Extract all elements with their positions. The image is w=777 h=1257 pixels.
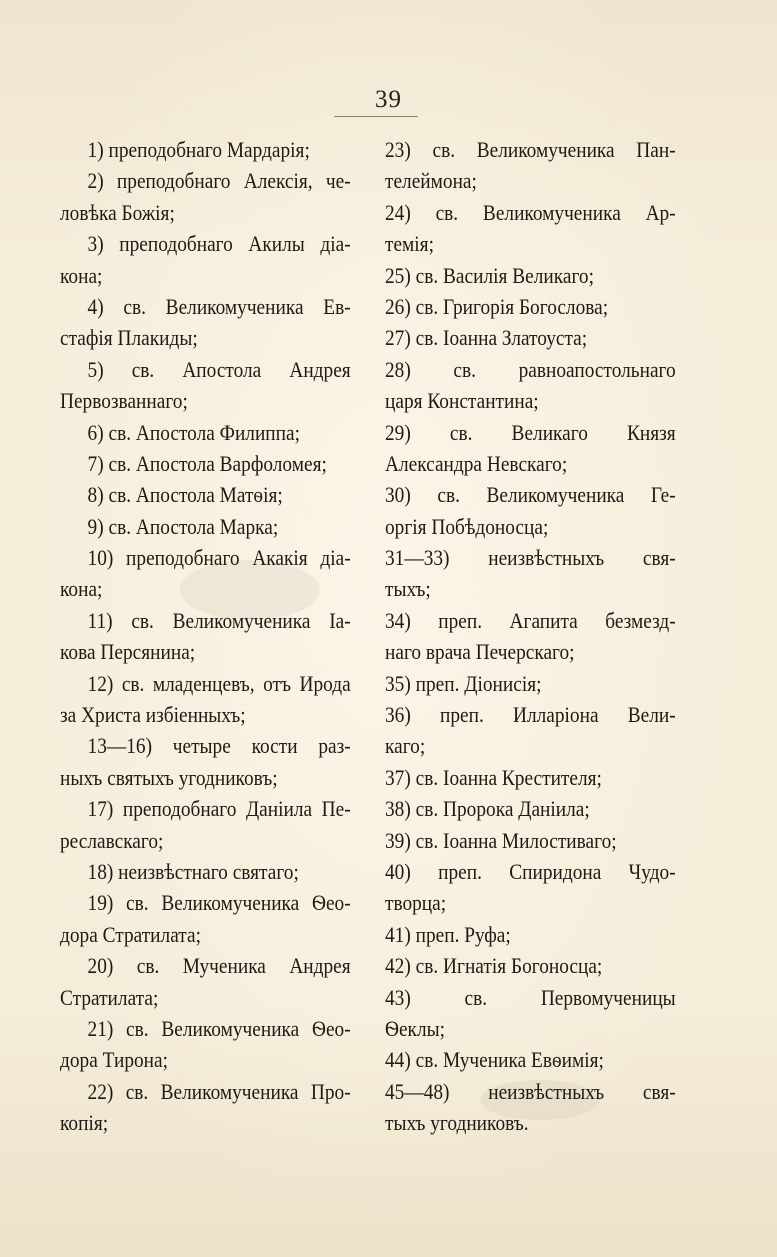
- text-line: тыхъ;: [385, 576, 431, 602]
- text-line: 39) св. Іоанна Милостиваго;: [385, 827, 617, 853]
- text-line: 17) преподобнаго Даніила Пе-: [87, 796, 351, 822]
- text-line: 22) св. Великомученика Про-: [87, 1078, 351, 1104]
- text-line: 30) св. Великомученика Ге-: [385, 482, 676, 508]
- text-line: 31—33) неизвѣстныхъ свя-: [385, 545, 676, 571]
- text-line: наго врача Печерскаго;: [385, 639, 575, 665]
- text-line: 2) преподобнаго Алексія, че-: [87, 168, 351, 194]
- text-line: 27) св. Іоанна Златоуста;: [385, 325, 588, 351]
- text-line: 10) преподобнаго Акакія діа-: [87, 545, 351, 571]
- text-line: Ѳеклы;: [385, 1015, 445, 1041]
- text-line: 13—16) четыре кости раз-: [87, 733, 351, 759]
- text-line: копія;: [60, 1110, 109, 1136]
- text-line: 4) св. Великомученика Ев-: [87, 293, 351, 319]
- text-line: 45—48) неизвѣстныхъ свя-: [385, 1078, 676, 1104]
- text-line: творца;: [385, 890, 447, 916]
- text-line: 21) св. Великомученика Ѳео-: [87, 1015, 351, 1041]
- text-line: 24) св. Великомученика Ар-: [385, 199, 676, 225]
- text-line: дора Тирона;: [60, 1047, 168, 1073]
- text-line: 1) преподобнаго Мардарія;: [87, 137, 310, 162]
- text-line: реславскаго;: [60, 827, 164, 853]
- text-line: 18) неизвѣстнаго святаго;: [87, 858, 299, 884]
- text-line: Стратилата;: [60, 984, 159, 1010]
- text-line: 41) преп. Руфа;: [385, 921, 511, 947]
- text-line: 26) св. Григорія Богослова;: [385, 293, 609, 319]
- text-line: 9) св. Апостола Марка;: [87, 513, 279, 539]
- text-line: каго;: [385, 733, 426, 759]
- text-line: за Христа избіенныхъ;: [60, 702, 246, 728]
- text-line: 44) св. Мученика Евѳимія;: [385, 1047, 604, 1073]
- text-line: стафія Плакиды;: [60, 325, 198, 351]
- text-line: 6) св. Апостола Филиппа;: [87, 419, 300, 445]
- text-line: Первозваннаго;: [60, 388, 188, 414]
- text-line: 29) св. Великаго Князя: [385, 419, 676, 445]
- text-line: ловѣка Божія;: [60, 199, 175, 225]
- text-line: 3) преподобнаго Акилы діа-: [87, 231, 351, 257]
- text-line: 12) св. младенцевъ, отъ Ирода: [87, 670, 351, 696]
- header-rule: [334, 116, 418, 117]
- text-line: 42) св. Игнатія Богоносца;: [385, 953, 603, 979]
- text-line: 38) св. Пророка Даніила;: [385, 796, 590, 822]
- text-line: 11) св. Великомученика Іа-: [87, 607, 351, 633]
- text-line: телеймона;: [385, 168, 477, 194]
- text-line: ныхъ святыхъ угодниковъ;: [60, 764, 278, 790]
- text-line: кона;: [60, 576, 103, 602]
- text-line: 8) св. Апостола Матѳія;: [87, 482, 283, 508]
- text-line: 35) преп. Діонисія;: [385, 670, 542, 696]
- text-line: 5) св. Апостола Андрея: [87, 356, 351, 382]
- text-line: тыхъ угодниковъ.: [385, 1110, 529, 1136]
- text-line: 7) св. Апостола Варфоломея;: [87, 450, 327, 476]
- text-line: 23) св. Великомученика Пан-: [385, 137, 676, 162]
- right-column: [385, 134, 676, 1139]
- text-line: 36) преп. Илларіона Вели-: [385, 702, 676, 728]
- text-line: темія;: [385, 231, 434, 257]
- left-column: [60, 134, 351, 1139]
- text-line: 40) преп. Спиридона Чудо-: [385, 858, 676, 884]
- text-line: оргія Побѣдоносца;: [385, 513, 549, 539]
- text-line: дора Стратилата;: [60, 921, 201, 947]
- text-line: 37) св. Іоанна Крестителя;: [385, 764, 602, 790]
- text-line: кона;: [60, 262, 103, 288]
- text-line: 28) св. равноапостольнаго: [385, 356, 676, 382]
- text-line: 20) св. Мученика Андрея: [87, 953, 351, 979]
- text-line: 25) св. Василія Великаго;: [385, 262, 594, 288]
- text-line: Александра Невскаго;: [385, 450, 568, 476]
- text-line: кова Персянина;: [60, 639, 196, 665]
- text-line: царя Константина;: [385, 388, 539, 414]
- page-number: 39: [375, 86, 402, 113]
- text-line: 19) св. Великомученика Ѳео-: [87, 890, 351, 916]
- text-line: 34) преп. Агапита безмезд-: [385, 607, 676, 633]
- text-line: 43) св. Первомученицы: [385, 984, 676, 1010]
